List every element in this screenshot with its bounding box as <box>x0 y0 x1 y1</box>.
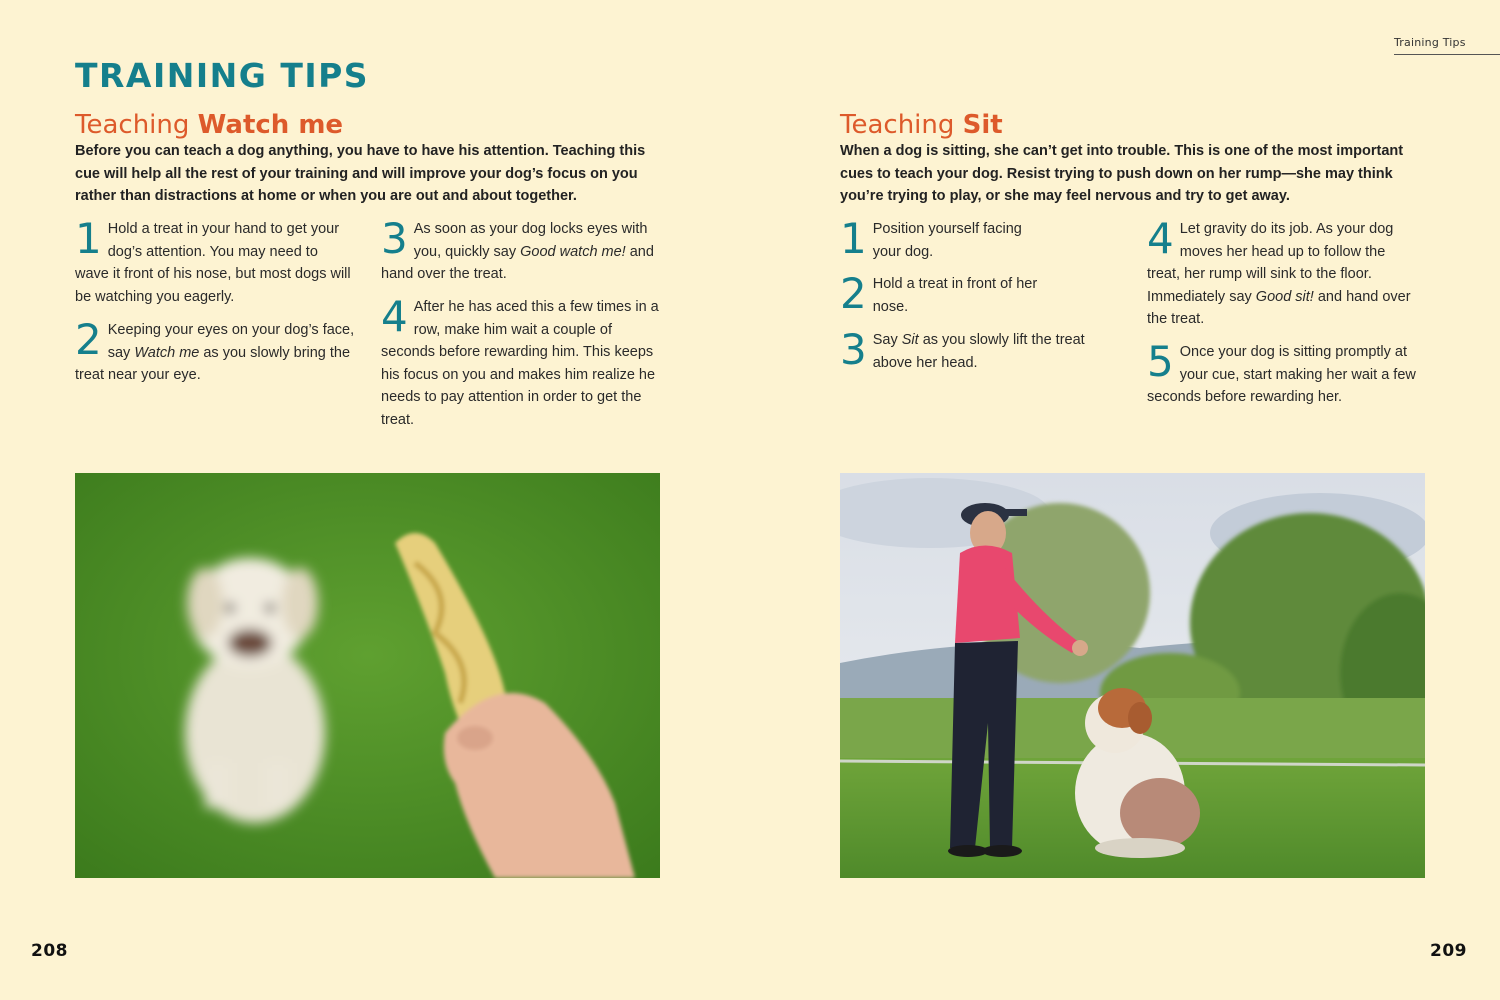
step-text: Say <box>872 332 902 348</box>
heading-highlight: Watch me <box>197 110 344 140</box>
step-number: 4 <box>1147 214 1174 263</box>
page-title: TRAINING TIPS <box>75 56 370 95</box>
heading-prefix: Teaching <box>840 110 963 140</box>
step-cue: Good watch me! <box>520 243 626 260</box>
photo-dog-watching-treat <box>75 473 660 878</box>
step-sit-2 <box>840 269 1040 318</box>
step-text: Position yourself facing your dog. <box>872 221 1022 260</box>
step-text: Hold a treat in your hand to get your dog’s attention. You may need to wave it front of his nose, but most dogs will be watching you eagerly. <box>75 221 351 305</box>
step-sit-1 <box>840 214 1040 263</box>
step-number: 3 <box>840 325 867 374</box>
step-cue: Good sit! <box>1255 288 1314 305</box>
intro-paragraph-watch-me: Before you can teach a dog anything, you have to have his attention. Teaching this cue will help all the rest of your training and will improve your dog’s focus on you rather than distractions at home or when you are out and about together. <box>75 143 646 204</box>
section-heading-watch-me <box>75 110 343 140</box>
step-sit-3 <box>840 325 1100 374</box>
step-text: After he has aced this a few times in a row, make him wait a couple of seconds before rewarding him. This keeps his focus on you and makes him realize he needs to pay attention in order to get the treat. <box>381 299 659 428</box>
page-number-right: 209 <box>1430 941 1467 961</box>
step-sit-5 <box>1147 337 1427 409</box>
step-watch-me-3 <box>381 214 661 286</box>
heading-highlight: Sit <box>962 110 1003 140</box>
step-text: Hold a treat in front of her nose. <box>872 276 1038 315</box>
step-watch-me-4 <box>381 292 661 432</box>
step-text-end: and hand over the treat. <box>381 243 654 283</box>
step-cue: Watch me <box>134 344 200 361</box>
step-cue: Sit <box>901 332 919 348</box>
page-number-left: 208 <box>31 941 68 961</box>
step-watch-me-2 <box>75 315 355 387</box>
step-number: 2 <box>75 315 102 364</box>
step-sit-4 <box>1147 214 1422 331</box>
step-text-end: as you slowly lift the treat above her head. <box>872 332 1085 371</box>
photo-woman-teaching-sit <box>840 473 1425 878</box>
step-number: 1 <box>840 214 867 263</box>
step-number: 5 <box>1147 337 1174 386</box>
step-text-end: as you slowly bring the treat near your eye. <box>75 344 351 384</box>
step-number: 1 <box>75 214 102 263</box>
running-head: Training Tips <box>1394 36 1500 55</box>
step-number: 3 <box>381 214 408 263</box>
section-heading-sit <box>840 110 1003 140</box>
step-text: As soon as your dog locks eyes with you, quickly say <box>413 221 648 260</box>
step-number: 2 <box>840 269 867 318</box>
intro-paragraph-sit: When a dog is sitting, she can’t get into trouble. This is one of the most important cues to teach your dog. Resist trying to push down on her rump—she may think you’re trying to play, or she may feel nervous and try to get away. <box>840 143 1404 204</box>
step-text: Let gravity do its job. As your dog moves her head up to follow the treat, her rump will sink to the floor. Immediately say <box>1147 221 1394 305</box>
step-text: Once your dog is sitting promptly at your cue, start making her wait a few seconds before rewarding her. <box>1147 344 1416 406</box>
step-text: Keeping your eyes on your dog’s face, say <box>107 322 355 361</box>
heading-prefix: Teaching <box>75 110 198 140</box>
step-text-end: and hand over the treat. <box>1147 288 1411 328</box>
step-watch-me-1 <box>75 214 355 308</box>
step-number: 4 <box>381 292 408 341</box>
